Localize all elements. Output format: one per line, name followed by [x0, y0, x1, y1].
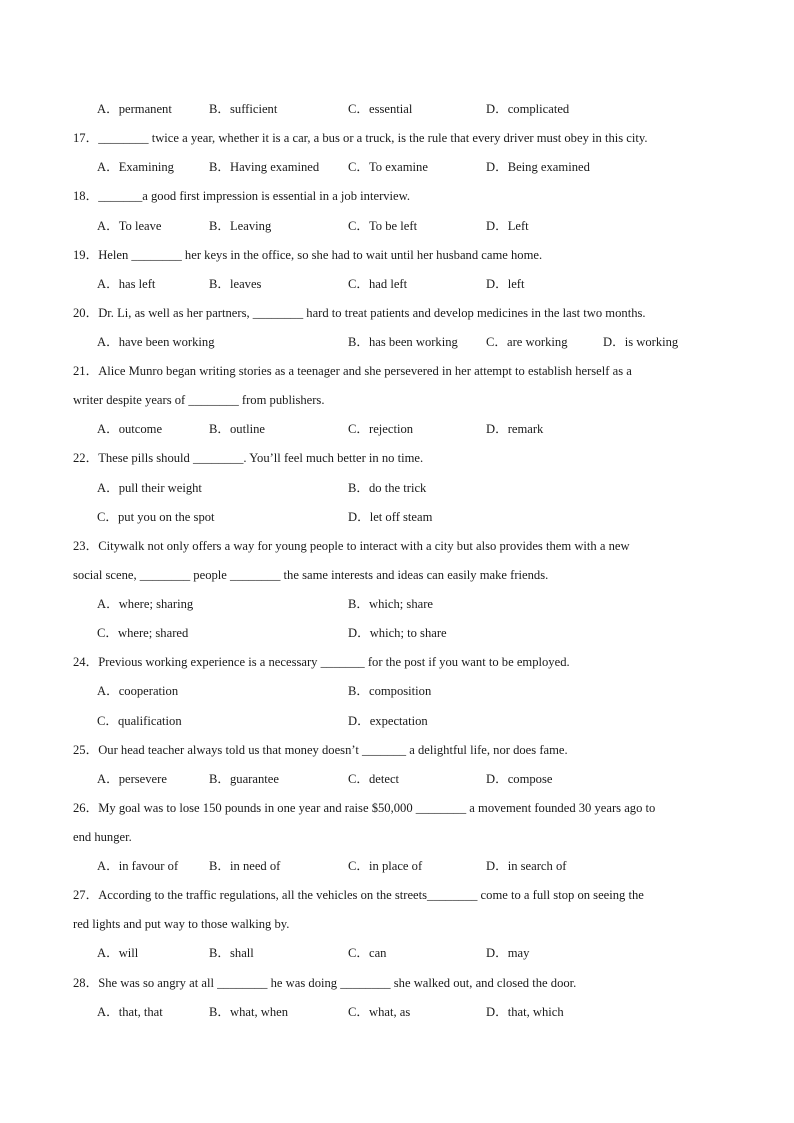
q23-option-c[interactable]: C．where; shared: [97, 626, 189, 640]
q27-options: [97, 944, 737, 962]
q25-option-b[interactable]: B．guarantee: [209, 772, 279, 786]
q26-option-b[interactable]: B．in need of: [209, 859, 281, 873]
q18-options: [97, 217, 737, 235]
q26-stem-line-1: 26．My goal was to lose 150 pounds in one year and raise $50,000 ________ a movement founded 30 years ago to: [73, 801, 656, 815]
q19-stem: 19．Helen ________ her keys in the office, so she had to wait until her husband came home.: [73, 248, 543, 262]
q17-option-c[interactable]: C．To examine: [348, 160, 428, 174]
q20-option-a[interactable]: A．have been working: [97, 335, 215, 349]
q23-option-a[interactable]: A．where; sharing: [97, 597, 194, 611]
q22-options-row-1: [97, 479, 737, 497]
q24-options-row-1: [97, 682, 737, 700]
q26-option-a[interactable]: A．in favour of: [97, 859, 179, 873]
q23-option-d[interactable]: D．which; to share: [348, 626, 447, 640]
q22-option-c[interactable]: C．put you on the spot: [97, 510, 215, 524]
q16-options: [97, 100, 737, 118]
q26-options: [97, 857, 737, 875]
q19-option-a[interactable]: A．has left: [97, 277, 156, 291]
q22-option-d[interactable]: D．let off steam: [348, 510, 433, 524]
q22-option-a[interactable]: A．pull their weight: [97, 481, 202, 495]
q28-option-d[interactable]: D．that, which: [486, 1005, 564, 1019]
q16-option-c[interactable]: C．essential: [348, 102, 413, 116]
q28-option-c[interactable]: C．what, as: [348, 1005, 411, 1019]
q22-option-b[interactable]: B．do the trick: [348, 481, 427, 495]
q19-option-b[interactable]: B．leaves: [209, 277, 262, 291]
q27-option-a[interactable]: A．will: [97, 946, 139, 960]
q17-option-d[interactable]: D．Being examined: [486, 160, 590, 174]
q25-option-a[interactable]: A．persevere: [97, 772, 167, 786]
q25-option-c[interactable]: C．detect: [348, 772, 400, 786]
q17-options: [97, 158, 737, 176]
q16-option-a[interactable]: A．permanent: [97, 102, 172, 116]
q19-options: [97, 275, 737, 293]
q24-stem: 24．Previous working experience is a necessary _______ for the post if you want to be employed.: [73, 655, 570, 669]
q20-option-b[interactable]: B．has been working: [348, 335, 458, 349]
q28-options: [97, 1003, 737, 1021]
q23-stem-line-2: social scene, ________ people ________ the same interests and ideas can easily make friends.: [73, 568, 549, 582]
q17-option-b[interactable]: B．Having examined: [209, 160, 320, 174]
q21-option-c[interactable]: C．rejection: [348, 422, 414, 436]
q19-option-d[interactable]: D．left: [486, 277, 525, 291]
q27-option-c[interactable]: C．can: [348, 946, 387, 960]
q27-option-b[interactable]: B．shall: [209, 946, 254, 960]
q28-option-b[interactable]: B．what, when: [209, 1005, 289, 1019]
q21-options: [97, 420, 737, 438]
q28-stem: 28．She was so angry at all ________ he was doing ________ she walked out, and closed the door.: [73, 976, 577, 990]
q21-stem-line-1: 21．Alice Munro began writing stories as a teenager and she persevered in her attempt to establish herself as a: [73, 364, 632, 378]
q20-options: [97, 333, 737, 351]
q26-stem-line-2: end hunger.: [73, 830, 132, 844]
q25-options: [97, 770, 737, 788]
q24-option-b[interactable]: B．composition: [348, 684, 432, 698]
q27-option-d[interactable]: D．may: [486, 946, 530, 960]
q21-option-d[interactable]: D．remark: [486, 422, 544, 436]
q18-option-b[interactable]: B．Leaving: [209, 219, 272, 233]
q18-stem: 18．_______a good first impression is essential in a job interview.: [73, 189, 411, 203]
q17-option-a[interactable]: A．Examining: [97, 160, 174, 174]
q27-stem-line-2: red lights and put way to those walking by.: [73, 917, 290, 931]
q21-option-b[interactable]: B．outline: [209, 422, 265, 436]
q23-stem-line-1: 23．Citywalk not only offers a way for young people to interact with a city but also provides them with a new: [73, 539, 630, 553]
q23-options-row-2: [97, 624, 737, 642]
q24-option-d[interactable]: D．expectation: [348, 714, 428, 728]
q18-option-d[interactable]: D．Left: [486, 219, 529, 233]
q25-stem: 25．Our head teacher always told us that money doesn’t _______ a delightful life, nor does fame.: [73, 743, 568, 757]
q20-stem: 20．Dr. Li, as well as her partners, ________ hard to treat patients and develop medicines in the last two months.: [73, 306, 646, 320]
q17-stem: 17．________ twice a year, whether it is a car, a bus or a truck, is the rule that every driver must obey in this city.: [73, 131, 648, 145]
q24-options-row-2: [97, 712, 737, 730]
q23-option-b[interactable]: B．which; share: [348, 597, 433, 611]
q28-option-a[interactable]: A．that, that: [97, 1005, 163, 1019]
q16-option-b[interactable]: B．sufficient: [209, 102, 278, 116]
q18-option-a[interactable]: A．To leave: [97, 219, 162, 233]
q25-option-d[interactable]: D．compose: [486, 772, 553, 786]
q21-option-a[interactable]: A．outcome: [97, 422, 163, 436]
q21-stem-line-2: writer despite years of ________ from publishers.: [73, 393, 325, 407]
q18-option-c[interactable]: C．To be left: [348, 219, 418, 233]
q22-stem: 22．These pills should ________. You’ll feel much better in no time.: [73, 451, 424, 465]
q24-option-a[interactable]: A．cooperation: [97, 684, 179, 698]
q19-option-c[interactable]: C．had left: [348, 277, 408, 291]
q27-stem-line-1: 27．According to the traffic regulations, all the vehicles on the streets________ come to a full stop on seeing the: [73, 888, 644, 902]
q23-options-row-1: [97, 595, 737, 613]
q20-option-d[interactable]: D．is working: [603, 335, 679, 349]
q22-options-row-2: [97, 508, 737, 526]
q16-option-d[interactable]: D．complicated: [486, 102, 570, 116]
q20-option-c[interactable]: C．are working: [486, 335, 568, 349]
q26-option-d[interactable]: D．in search of: [486, 859, 567, 873]
q26-option-c[interactable]: C．in place of: [348, 859, 423, 873]
q24-option-c[interactable]: C．qualification: [97, 714, 182, 728]
